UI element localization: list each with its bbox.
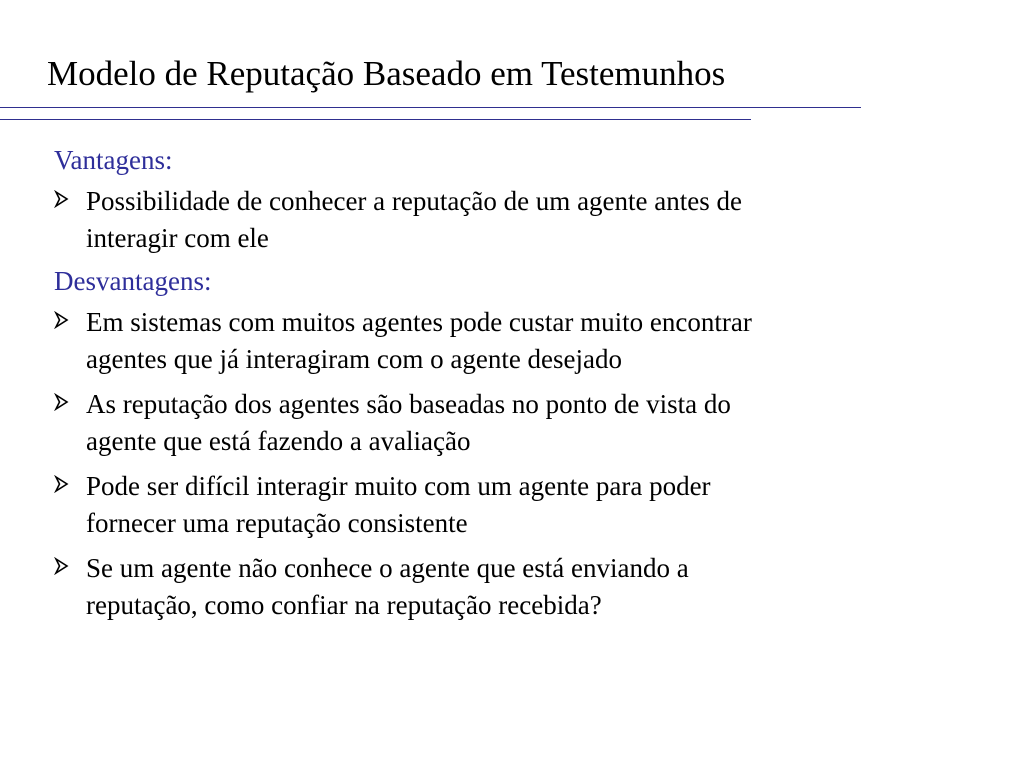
- list-item-line: agente que está fazendo a avaliação: [86, 426, 471, 456]
- list-item-line: reputação, como confiar na reputação recebida?: [86, 590, 602, 620]
- list-item: [54, 386, 974, 460]
- list-item: [54, 468, 974, 542]
- section-desvantagens: [54, 263, 974, 624]
- list-item-line: Pode ser difícil interagir muito com um agente para poder: [86, 471, 711, 501]
- chevron-right-arrowhead-icon: [54, 557, 70, 575]
- bullet-list: [54, 304, 974, 624]
- slide-title: Modelo de Reputação Baseado em Testemunhos: [47, 54, 726, 93]
- list-item-line: Possibilidade de conhecer a reputação de um agente antes de: [86, 186, 742, 216]
- list-item: [54, 183, 974, 257]
- chevron-right-arrowhead-icon: [54, 475, 70, 493]
- list-item-line: interagir com ele: [86, 223, 269, 253]
- list-item: [54, 550, 974, 624]
- section-vantagens: [54, 142, 974, 257]
- list-item-line: fornecer uma reputação consistente: [86, 508, 468, 538]
- list-item-line: agentes que já interagiram com o agente desejado: [86, 344, 623, 374]
- bullet-list: [54, 183, 974, 257]
- list-item-line: As reputação dos agentes são baseadas no ponto de vista do: [86, 389, 731, 419]
- slide-content: [54, 142, 974, 630]
- section-heading: Vantagens:: [54, 145, 173, 175]
- list-item-line: Se um agente não conhece o agente que está enviando a: [86, 553, 689, 583]
- list-item-line: Em sistemas com muitos agentes pode custar muito encontrar: [86, 307, 752, 337]
- chevron-right-arrowhead-icon: [54, 393, 70, 411]
- chevron-right-arrowhead-icon: [54, 190, 70, 208]
- chevron-right-arrowhead-icon: [54, 311, 70, 329]
- list-item: [54, 304, 974, 378]
- title-divider-top: [0, 107, 861, 108]
- section-heading: Desvantagens:: [54, 266, 212, 296]
- title-divider-bottom: [0, 119, 751, 120]
